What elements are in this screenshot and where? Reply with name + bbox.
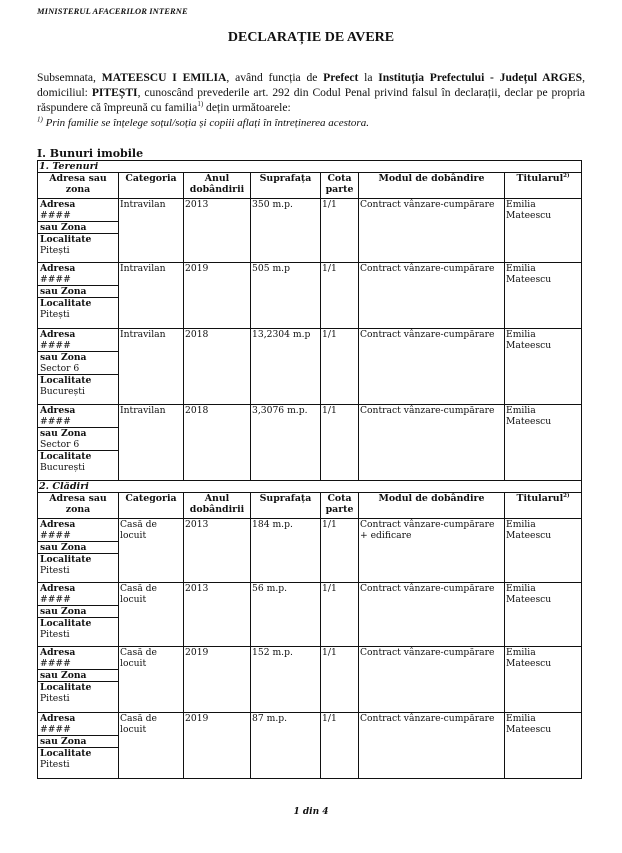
area-cell: 87 m.p. bbox=[251, 713, 321, 779]
zone-label: sau Zona bbox=[40, 542, 87, 553]
owner-cell: Emilia Mateescu bbox=[505, 263, 582, 329]
zone-value: Sector 6 bbox=[40, 363, 80, 374]
area-cell: 3,3076 m.p. bbox=[251, 405, 321, 481]
footnote-ref: 2) bbox=[563, 172, 570, 179]
mode-cell: Contract vânzare-cumpărare bbox=[359, 647, 505, 713]
address-value: #### bbox=[40, 416, 71, 427]
locality-label: Localitate bbox=[40, 375, 92, 386]
locality-block bbox=[38, 234, 118, 256]
address-label: Adresa bbox=[40, 405, 76, 416]
locality-label: Localitate bbox=[40, 234, 92, 245]
owner-cell: Emilia Mateescu bbox=[505, 647, 582, 713]
col-header-mode: Modul de dobândire bbox=[359, 173, 505, 199]
category-cell: Casă de locuit bbox=[119, 519, 184, 583]
intro-text: Subsemnata, bbox=[37, 71, 102, 84]
declarant-institution: Instituția Prefectului - Județul ARGES bbox=[378, 71, 583, 84]
col-header-address: Adresa sau zona bbox=[38, 493, 119, 519]
area-cell: 350 m.p. bbox=[251, 199, 321, 263]
mode-cell: Contract vânzare-cumpărare bbox=[359, 713, 505, 779]
locality-label: Localitate bbox=[40, 748, 92, 759]
locality-block bbox=[38, 682, 118, 704]
address-label: Adresa bbox=[40, 199, 76, 210]
address-value: #### bbox=[40, 724, 71, 735]
locality-value: Pitesti bbox=[40, 629, 70, 640]
address-block bbox=[38, 405, 118, 428]
year-cell: 2019 bbox=[184, 713, 251, 779]
owner-cell: Emilia Mateescu bbox=[505, 199, 582, 263]
zone-block bbox=[38, 286, 118, 298]
section-title: I. Bunuri imobile bbox=[37, 147, 144, 160]
address-block bbox=[38, 263, 118, 286]
table-row bbox=[38, 405, 582, 481]
zone-block bbox=[38, 670, 118, 682]
locality-block bbox=[38, 748, 118, 770]
buildings-table bbox=[37, 480, 582, 779]
address-value: #### bbox=[40, 594, 71, 605]
address-label: Adresa bbox=[40, 263, 76, 274]
table-row bbox=[38, 647, 582, 713]
address-cell bbox=[38, 583, 119, 647]
owner-cell: Emilia Mateescu bbox=[505, 329, 582, 405]
owner-cell: Emilia Mateescu bbox=[505, 713, 582, 779]
mode-cell: Contract vânzare-cumpărare bbox=[359, 583, 505, 647]
share-cell: 1/1 bbox=[321, 329, 359, 405]
zone-label: sau Zona bbox=[40, 286, 87, 297]
mode-cell: Contract vânzare-cumpărare + edificare bbox=[359, 519, 505, 583]
col-header-address: Adresa sau zona bbox=[38, 173, 119, 199]
footnote-ref: 1) bbox=[197, 100, 204, 109]
locality-value: Pitesti bbox=[40, 693, 70, 704]
address-cell bbox=[38, 199, 119, 263]
table-row bbox=[38, 329, 582, 405]
document-title: DECLARAȚIE DE AVERE bbox=[227, 30, 395, 45]
col-header-owner bbox=[505, 173, 582, 199]
area-cell: 505 m.p bbox=[251, 263, 321, 329]
ministry-header: MINISTERUL AFACERILOR INTERNE bbox=[37, 6, 188, 16]
subsection-title: 2. Clădiri bbox=[38, 481, 582, 493]
address-label: Adresa bbox=[40, 713, 76, 724]
address-label: Adresa bbox=[40, 519, 76, 530]
declarant-function: Prefect bbox=[323, 71, 359, 84]
share-cell: 1/1 bbox=[321, 519, 359, 583]
address-label: Adresa bbox=[40, 583, 76, 594]
year-cell: 2018 bbox=[184, 329, 251, 405]
zone-block bbox=[38, 606, 118, 618]
zone-label: sau Zona bbox=[40, 352, 87, 363]
zone-block bbox=[38, 428, 118, 451]
owner-cell: Emilia Mateescu bbox=[505, 405, 582, 481]
address-value: #### bbox=[40, 658, 71, 669]
declaration-intro bbox=[37, 70, 585, 115]
intro-text: , cunoscând prevederile art. 292 din Codul Penal privind falsul în declarații, declar pe propria răspundere că împreună cu familia bbox=[37, 86, 585, 114]
zone-block bbox=[38, 736, 118, 748]
col-header-area: Suprafața bbox=[251, 173, 321, 199]
declarant-name: MATEESCU I EMILIA bbox=[101, 71, 227, 84]
owner-header-label: Titularul bbox=[516, 173, 564, 184]
locality-block bbox=[38, 618, 118, 640]
intro-text: dețin următoarele: bbox=[203, 101, 291, 114]
address-block bbox=[38, 199, 118, 222]
land-table bbox=[37, 160, 582, 481]
table-row bbox=[38, 199, 582, 263]
share-cell: 1/1 bbox=[321, 263, 359, 329]
mode-cell: Contract vânzare-cumpărare bbox=[359, 329, 505, 405]
locality-value: Pitești bbox=[40, 245, 70, 256]
declarant-domicile: PITEȘTI bbox=[91, 86, 138, 99]
footnote bbox=[37, 116, 585, 130]
intro-text: , având funcția de bbox=[226, 71, 324, 84]
locality-block bbox=[38, 554, 118, 576]
col-header-year: Anul dobândirii bbox=[184, 493, 251, 519]
zone-block bbox=[38, 352, 118, 375]
address-value: #### bbox=[40, 530, 71, 541]
col-header-year: Anul dobândirii bbox=[184, 173, 251, 199]
mode-cell: Contract vânzare-cumpărare bbox=[359, 199, 505, 263]
year-cell: 2019 bbox=[184, 647, 251, 713]
zone-value: Sector 6 bbox=[40, 439, 80, 450]
locality-block bbox=[38, 298, 118, 320]
share-cell: 1/1 bbox=[321, 199, 359, 263]
footnote-ref: 2) bbox=[563, 492, 570, 499]
area-cell: 152 m.p. bbox=[251, 647, 321, 713]
footnote-text: Prin familie se înțelege soțul/soția și copiii aflați în întreținerea acestora. bbox=[42, 117, 369, 129]
col-header-category: Categoria bbox=[119, 493, 184, 519]
address-cell bbox=[38, 329, 119, 405]
address-value: #### bbox=[40, 274, 71, 285]
category-cell: Intravilan bbox=[119, 199, 184, 263]
locality-value: Pitesti bbox=[40, 565, 70, 576]
zone-block bbox=[38, 222, 118, 234]
locality-value: Pitesti bbox=[40, 759, 70, 770]
address-cell bbox=[38, 519, 119, 583]
zone-label: sau Zona bbox=[40, 670, 87, 681]
share-cell: 1/1 bbox=[321, 405, 359, 481]
address-cell bbox=[38, 405, 119, 481]
locality-value: București bbox=[40, 462, 85, 473]
locality-value: Pitești bbox=[40, 309, 70, 320]
category-cell: Casă de locuit bbox=[119, 583, 184, 647]
mode-cell: Contract vânzare-cumpărare bbox=[359, 263, 505, 329]
category-cell: Casă de locuit bbox=[119, 713, 184, 779]
share-cell: 1/1 bbox=[321, 647, 359, 713]
address-cell bbox=[38, 263, 119, 329]
zone-label: sau Zona bbox=[40, 222, 87, 233]
year-cell: 2018 bbox=[184, 405, 251, 481]
locality-label: Localitate bbox=[40, 618, 92, 629]
zone-label: sau Zona bbox=[40, 736, 87, 747]
locality-label: Localitate bbox=[40, 451, 92, 462]
col-header-area: Suprafața bbox=[251, 493, 321, 519]
intro-text: la bbox=[358, 71, 379, 84]
category-cell: Intravilan bbox=[119, 405, 184, 481]
address-label: Adresa bbox=[40, 329, 76, 340]
subsection-title: 1. Terenuri bbox=[38, 161, 582, 173]
share-cell: 1/1 bbox=[321, 713, 359, 779]
footnote-marker: 1) bbox=[37, 115, 43, 124]
table-row bbox=[38, 713, 582, 779]
address-cell bbox=[38, 647, 119, 713]
locality-block bbox=[38, 451, 118, 473]
intro-text: , domiciliul: bbox=[37, 71, 586, 99]
zone-label: sau Zona bbox=[40, 428, 87, 439]
address-block bbox=[38, 329, 118, 352]
address-cell bbox=[38, 713, 119, 779]
address-block bbox=[38, 647, 118, 670]
year-cell: 2013 bbox=[184, 199, 251, 263]
locality-label: Localitate bbox=[40, 298, 92, 309]
mode-cell: Contract vânzare-cumpărare bbox=[359, 405, 505, 481]
owner-cell: Emilia Mateescu bbox=[505, 519, 582, 583]
year-cell: 2013 bbox=[184, 519, 251, 583]
address-value: #### bbox=[40, 210, 71, 221]
locality-label: Localitate bbox=[40, 682, 92, 693]
col-header-share: Cota parte bbox=[321, 493, 359, 519]
share-cell: 1/1 bbox=[321, 583, 359, 647]
category-cell: Intravilan bbox=[119, 263, 184, 329]
zone-label: sau Zona bbox=[40, 606, 87, 617]
table-row bbox=[38, 519, 582, 583]
zone-block bbox=[38, 542, 118, 554]
year-cell: 2019 bbox=[184, 263, 251, 329]
area-cell: 56 m.p. bbox=[251, 583, 321, 647]
area-cell: 184 m.p. bbox=[251, 519, 321, 583]
address-value: #### bbox=[40, 340, 71, 351]
table-row bbox=[38, 583, 582, 647]
address-label: Adresa bbox=[40, 647, 76, 658]
col-header-category: Categoria bbox=[119, 173, 184, 199]
locality-block bbox=[38, 375, 118, 397]
category-cell: Intravilan bbox=[119, 329, 184, 405]
address-block bbox=[38, 713, 118, 736]
table-row bbox=[38, 263, 582, 329]
locality-label: Localitate bbox=[40, 554, 92, 565]
col-header-mode: Modul de dobândire bbox=[359, 493, 505, 519]
locality-value: București bbox=[40, 386, 85, 397]
owner-cell: Emilia Mateescu bbox=[505, 583, 582, 647]
address-block bbox=[38, 583, 118, 606]
owner-header-label: Titularul bbox=[516, 493, 564, 504]
col-header-share: Cota parte bbox=[321, 173, 359, 199]
year-cell: 2013 bbox=[184, 583, 251, 647]
area-cell: 13,2304 m.p bbox=[251, 329, 321, 405]
address-block bbox=[38, 519, 118, 542]
col-header-owner bbox=[505, 493, 582, 519]
category-cell: Casă de locuit bbox=[119, 647, 184, 713]
page-number: 1 din 4 bbox=[293, 807, 329, 817]
